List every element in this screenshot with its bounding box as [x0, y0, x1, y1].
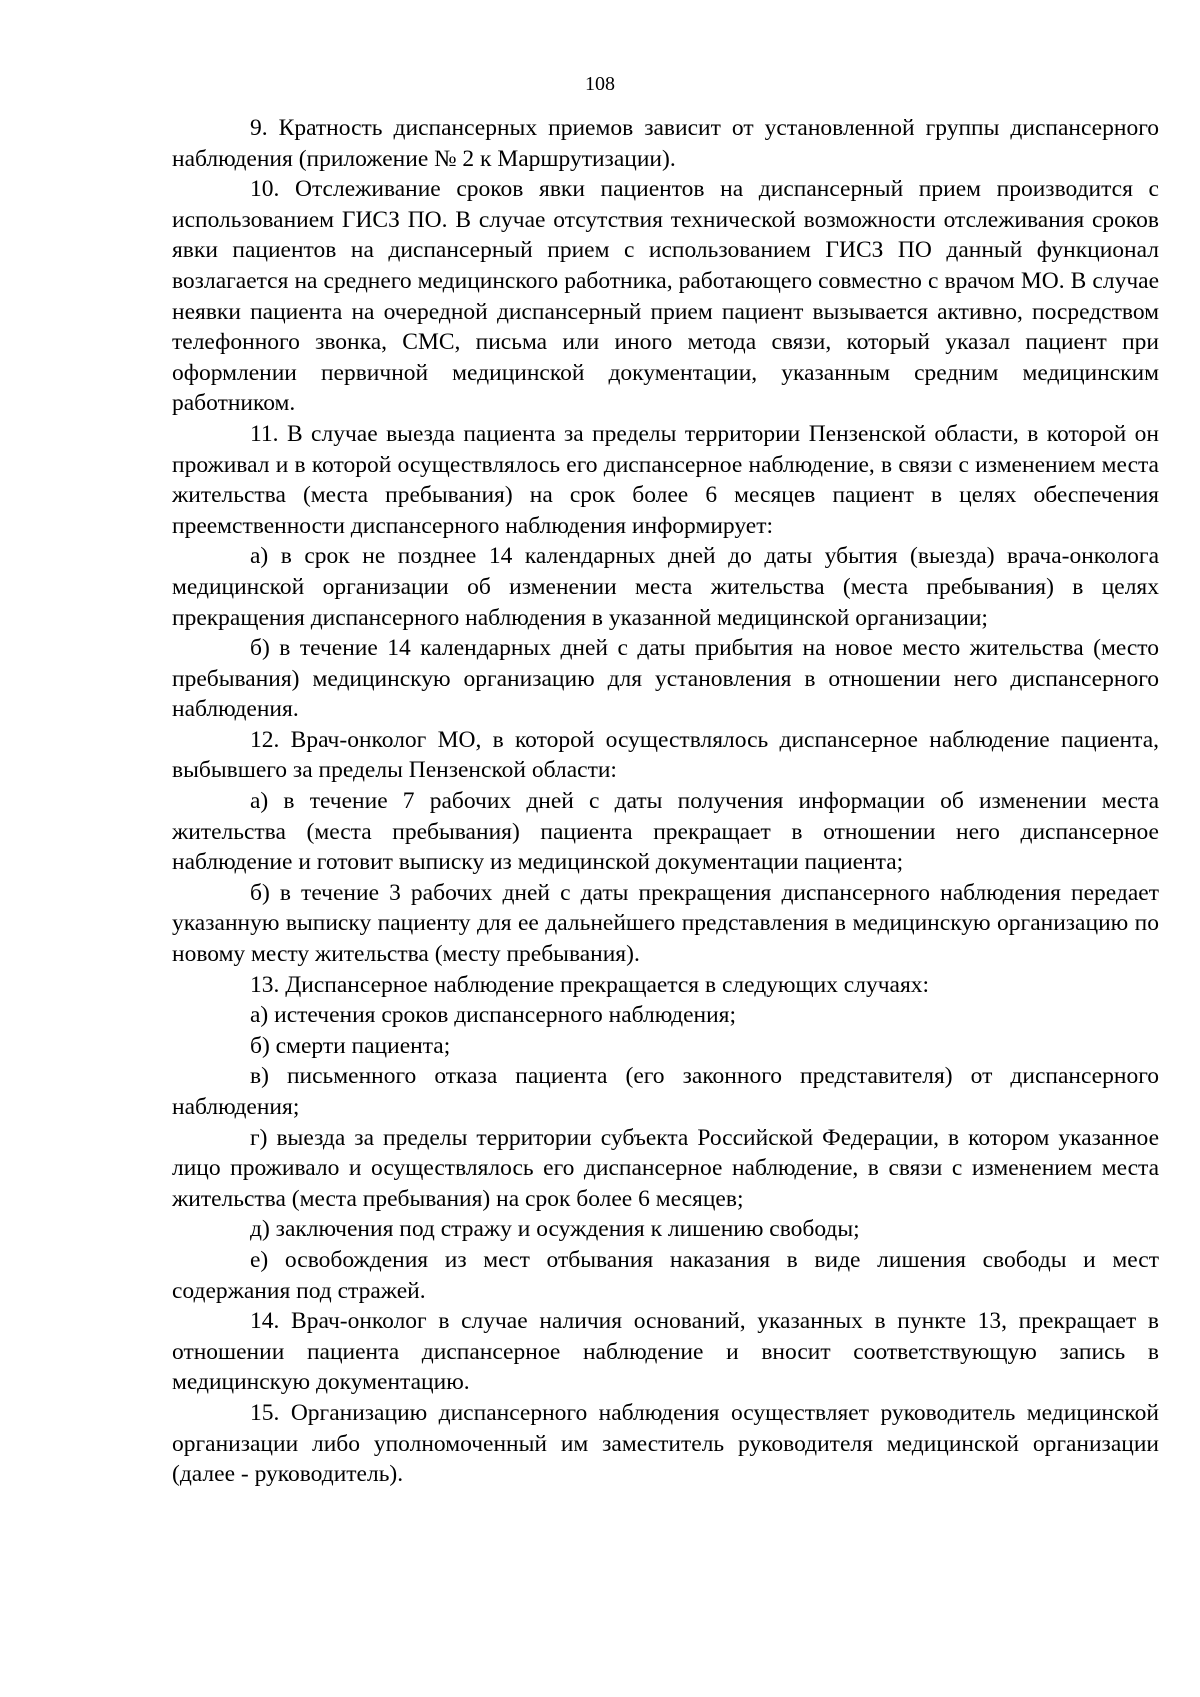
paragraph-subitem-13g: г) выезда за пределы территории субъекта Российской Федерации, в котором указанное лицо проживало и осуществлялось его диспансерное наблюдение, в связи с изменением места жительства (места пребывания) на срок более 6 месяцев; — [172, 1124, 1159, 1212]
paragraph-item-10: 10. Отслеживание сроков явки пациентов на диспансерный прием производится с использованием ГИСЗ ПО. В случае отсутствия технической возможности отслеживания сроков явки пациентов на диспансерный прием с использованием ГИСЗ ПО данный функционал возлагается на среднего медицинского работника, работающего совместно с врачом МО. В случае неявки пациента на очередной диспансерный прием пациент вызывается активно, посредством телефонного звонка, СМС, письма или иного метода связи, который указал пациент при оформлении первичной медицинской документации, указанным средним медицинским работником. — [172, 176, 1159, 417]
paragraph-subitem-13v: в) письменного отказа пациента (его законного представителя) от диспансерного наблюдения; — [172, 1063, 1159, 1120]
paragraph-item-13: 13. Диспансерное наблюдение прекращается в следующих случаях: — [250, 971, 930, 998]
paragraph-subitem-11b: б) в течение 14 календарных дней с даты прибытия на новое место жительства (место пребывания) медицинскую организацию для установления в отношении него диспансерного наблюдения. — [172, 635, 1159, 723]
paragraph-item-9: 9. Кратность диспансерных приемов зависит от установленной группы диспансерного наблюдения (приложение № 2 к Маршрутизации). — [172, 115, 1159, 172]
page-number: 108 — [585, 73, 615, 95]
paragraph-subitem-13a: а) истечения сроков диспансерного наблюдения; — [250, 1002, 737, 1029]
paragraph-subitem-12b: б) в течение 3 рабочих дней с даты прекращения диспансерного наблюдения передает указанную выписку пациенту для ее дальнейшего представления в медицинскую организацию по новому месту жительства (месту пребывания). — [172, 879, 1159, 968]
paragraph-item-12: 12. Врач-онколог МО, в которой осуществлялось диспансерное наблюдение пациента, выбывшего за пределы Пензенской области: — [172, 726, 1159, 784]
paragraph-subitem-13e: е) освобождения из мест отбывания наказания в виде лишения свободы и мест содержания под стражей. — [172, 1246, 1159, 1304]
paragraph-subitem-11a: а) в срок не позднее 14 календарных дней до даты убытия (выезда) врача-онколога медицинской организации об изменении места жительства (места пребывания) в целях прекращения диспансерного наблюдения в указанной медицинской организации; — [172, 543, 1159, 631]
paragraph-item-11: 11. В случае выезда пациента за пределы территории Пензенской области, в которой он проживал и в которой осуществлялось его диспансерное наблюдение, в связи с изменением места жительства (места пребывания) на срок более 6 месяцев пациент в целях обеспечения преемственности диспансерного наблюдения информирует: — [172, 420, 1159, 539]
paragraph-subitem-13d: д) заключения под стражу и осуждения к лишению свободы; — [250, 1216, 860, 1243]
paragraph-subitem-13b: б) смерти пациента; — [250, 1032, 451, 1059]
document-body — [172, 113, 1159, 1490]
paragraph-subitem-12a: а) в течение 7 рабочих дней с даты получения информации об изменении места жительства (места пребывания) пациента прекращает в отношении него диспансерное наблюдение и готовит выписку из медицинской документации пациента; — [172, 788, 1159, 876]
paragraph-item-14: 14. Врач-онколог в случае наличия оснований, указанных в пункте 13, прекращает в отношении пациента диспансерное наблюдение и вносит соответствующую запись в медицинскую документацию. — [172, 1308, 1159, 1396]
paragraph-item-15: 15. Организацию диспансерного наблюдения осуществляет руководитель медицинской организации либо уполномоченный им заместитель руководителя медицинской организации (далее - руководитель). — [172, 1399, 1159, 1488]
